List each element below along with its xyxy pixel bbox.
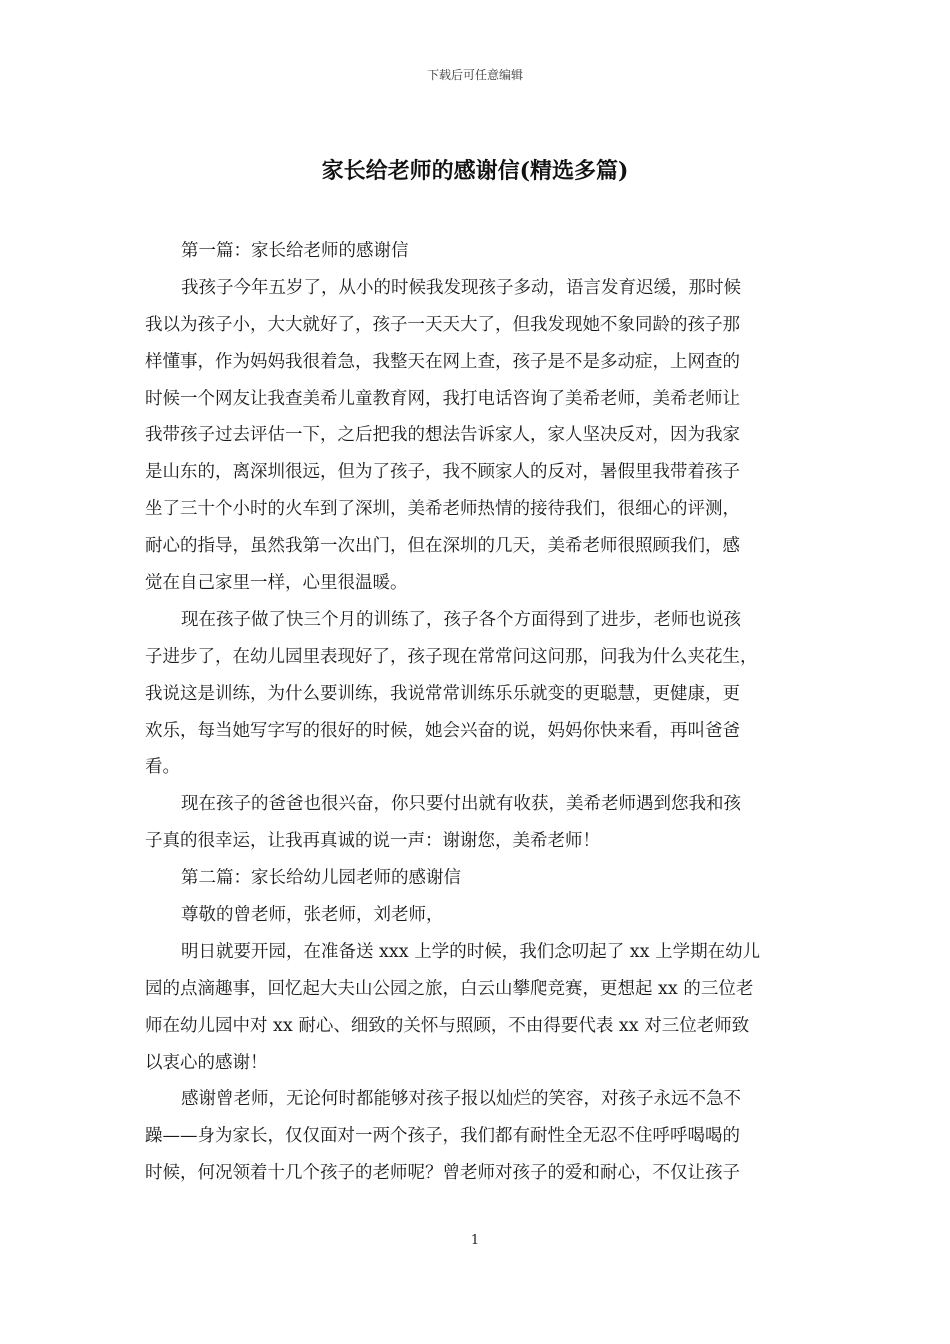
text-line: 我以为孩子小，大大就好了，孩子一天天大了，但我发现她不象同龄的孩子那 (145, 314, 740, 335)
text-line: 耐心的指导，虽然我第一次出门，但在深圳的几天，美希老师很照顾我们，感 (145, 536, 740, 557)
text-line: 我说这是训练，为什么要训练，我说常常训练乐乐就变的更聪慧，更健康，更 (145, 683, 740, 704)
text-line: 时候，何况领着十几个孩子的老师呢？曾老师对孩子的爱和耐心，不仅让孩子 (145, 1163, 740, 1184)
text-line: 现在孩子的爸爸也很兴奋，你只要付出就有收获，美希老师遇到您我和孩 (181, 794, 741, 815)
text-line: 躁——身为家长，仅仅面对一两个孩子，我们都有耐性全无忍不住呼呼喝喝的 (145, 1126, 740, 1147)
text-line: 坐了三十个小时的火车到了深圳，美希老师热情的接待我们，很细心的评测， (145, 499, 740, 520)
page-number: 1 (470, 1233, 480, 1248)
text-line: 第一篇：家长给老师的感谢信 (181, 241, 409, 261)
document-body (145, 233, 809, 1192)
text-line: 师在幼儿园中对 xx 耐心、细致的关怀与照顾，不由得要代表 xx 对三位老师致 (145, 1015, 750, 1036)
page-header-note: 下载后可任意编辑 (426, 68, 523, 82)
text-line: 现在孩子做了快三个月的训练了，孩子各个方面得到了进步，老师也说孩 (181, 609, 741, 630)
text-line: 觉在自己家里一样，心里很温暖。 (145, 573, 408, 594)
text-line: 看。 (145, 757, 180, 778)
text-line: 第二篇：家长给幼儿园老师的感谢信 (181, 868, 461, 889)
text-line: 明日就要开园，在准备送 xxx 上学的时候，我们念叨起了 xx 上学期在幼儿 (181, 941, 761, 962)
text-line: 子真的很幸运，让我再真诚的说一声：谢谢您，美希老师！ (145, 831, 600, 852)
document-title: 家长给老师的感谢信(精选多篇) (321, 158, 629, 184)
text-line: 时候一个网友让我查美希儿童教育网，我打电话咨询了美希老师，美希老师让 (145, 388, 740, 409)
text-line: 我带孩子过去评估一下，之后把我的想法告诉家人，家人坚决反对，因为我家 (145, 425, 740, 446)
text-line: 尊敬的曾老师，张老师，刘老师， (181, 905, 444, 926)
text-line: 感谢曾老师，无论何时都能够对孩子报以灿烂的笑容，对孩子永远不急不 (181, 1089, 741, 1110)
text-line: 是山东的，离深圳很远，但为了孩子，我不顾家人的反对，暑假里我带着孩子 (145, 462, 740, 483)
text-line: 以衷心的感谢！ (145, 1052, 268, 1073)
text-line: 子进步了，在幼儿园里表现好了，孩子现在常常问这问那，问我为什么夹花生， (145, 646, 758, 667)
text-line: 园的点滴趣事，回忆起大夫山公园之旅，白云山攀爬竞赛，更想起 xx 的三位老 (145, 978, 754, 999)
text-line: 样懂事，作为妈妈我很着急，我整天在网上查，孩子是不是多动症，上网查的 (145, 351, 740, 372)
text-line: 我孩子今年五岁了，从小的时候我发现孩子多动，语言发育迟缓，那时候 (181, 277, 741, 298)
text-line: 欢乐，每当她写字写的很好的时候，她会兴奋的说，妈妈你快来看，再叫爸爸 (145, 720, 740, 741)
